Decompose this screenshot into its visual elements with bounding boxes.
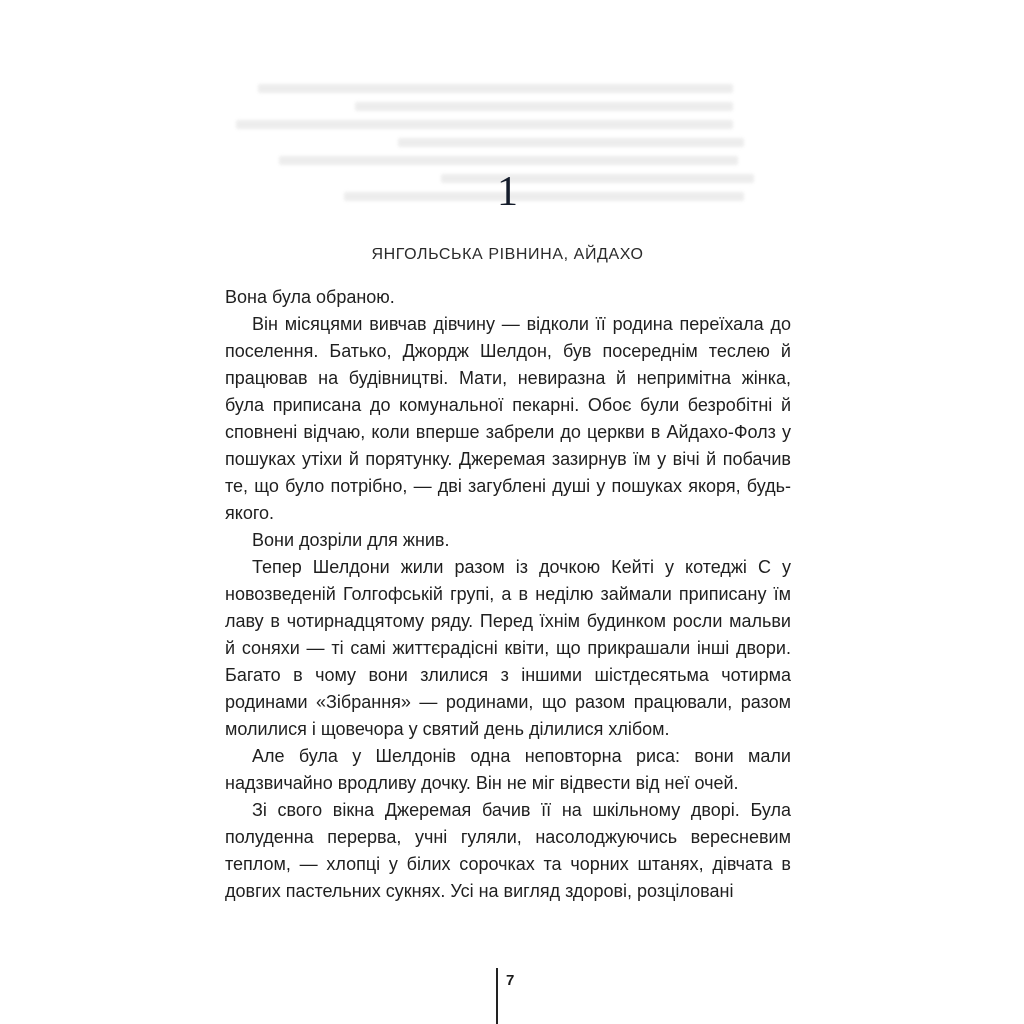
chapter-subtitle: ЯНГОЛЬСЬКА РІВНИНА, АЙДАХО (371, 246, 644, 263)
paragraph: Вони дозріли для жнив. (252, 530, 450, 550)
paragraph: Тепер Шелдони жили разом із дочкою Кейті у котеджі С у новозведеній Голгофській групі, а в неділю займали приписану їм лаву в чотирнадцятому ряду. Перед їхнім будинком росли мальви й соняхи — ті самі життєрадісні квіти, що прикрашали інші двори. Багато в чому вони злилися з іншими шістдесятьма чотирма родинами «Зібрання» — родинами, що разом працювали, разом молилися і щовечора у святий день ділилися хлібом. (225, 557, 791, 739)
bleed-line (398, 138, 744, 147)
page-number: 7 (506, 972, 515, 989)
body-text (225, 284, 791, 905)
bleed-line (236, 120, 733, 129)
chapter-number: 1 (497, 169, 518, 215)
bleed-line (355, 102, 733, 111)
paragraph: Зі свого вікна Джеремая бачив її на шкільному дворі. Була полуденна перерва, учні гуляли, насолоджуючись вересневим теплом, — хлопці у білих сорочках та чорних штанях, дівчата в довгих пастельних сукнях. Усі на вигляд здорові, розціловані (225, 800, 791, 901)
paragraph: Але була у Шелдонів одна неповторна риса: вони мали надзвичайно вродливу дочку. Він не міг відвести від неї очей. (225, 746, 791, 793)
paragraph: Вона була обраною. (225, 287, 395, 307)
bleed-line (258, 84, 733, 93)
footer-rule (496, 968, 498, 1024)
bleed-line (279, 156, 738, 165)
paragraph: Він місяцями вивчав дівчину — відколи її родина переїхала до поселення. Батько, Джордж Шелдон, був посереднім теслею й працював на будівництві. Мати, невиразна й непримітна жінка, була приписана до комунальної пекарні. Обоє були безробітні й сповнені відчаю, коли вперше забрели до церкви в Айдахо-Фолз у пошуках утіхи й порятунку. Джеремая зазирнув їм у вічі й побачив те, що було потрібно, — дві загублені душі у пошуках якоря, будь-якого. (225, 314, 791, 523)
